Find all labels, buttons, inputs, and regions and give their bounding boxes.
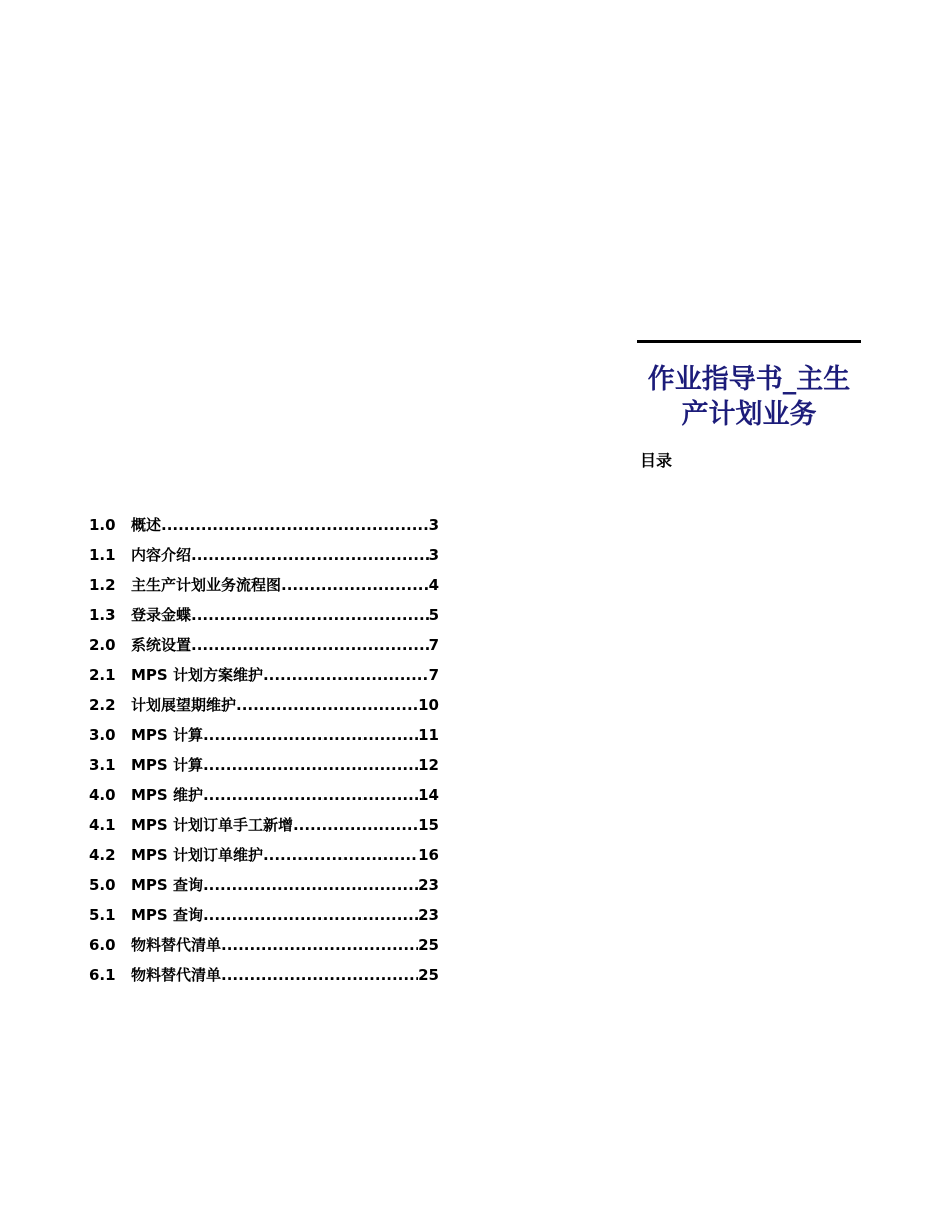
- toc-leader-dots: [221, 933, 418, 957]
- toc-entry-number: 1.1: [89, 546, 116, 564]
- toc-entry-number: 5.0: [89, 876, 116, 894]
- toc-leader-dots: [191, 603, 429, 627]
- toc-entry-page: 4: [428, 576, 439, 594]
- toc-entry-title: MPS 查询: [131, 876, 203, 894]
- toc-entry-page: 3: [428, 546, 439, 564]
- toc-entry-number: 2.1: [89, 666, 116, 684]
- toc-entry-title: MPS 计划订单维护: [131, 846, 263, 864]
- toc-entry[interactable]: [89, 783, 439, 813]
- toc-entry-title: MPS 计算: [131, 756, 203, 774]
- toc-entry-number: 5.1: [89, 906, 116, 924]
- toc-entry-page: 23: [418, 876, 439, 894]
- toc-leader-dots: [191, 543, 429, 567]
- toc-entry-page: 3: [428, 516, 439, 534]
- toc-heading: 目录: [640, 451, 673, 470]
- toc-entry-title: MPS 计划方案维护: [131, 666, 263, 684]
- toc-leader-dots: [281, 573, 429, 597]
- toc-entry[interactable]: [89, 663, 439, 693]
- toc-entry[interactable]: [89, 843, 439, 873]
- toc-entry-title: 概述: [131, 516, 162, 534]
- toc-entry-number: 2.2: [89, 696, 116, 714]
- toc-entry-number: 4.1: [89, 816, 116, 834]
- toc-entry-number: 2.0: [89, 636, 116, 654]
- toc-entry[interactable]: [89, 933, 439, 963]
- toc-entry[interactable]: [89, 963, 439, 993]
- toc-leader-dots: [293, 813, 418, 837]
- toc-leader-dots: [191, 633, 429, 657]
- toc-entry-page: 15: [418, 816, 439, 834]
- document-title: 作业指导书_主生产计划业务: [647, 364, 851, 430]
- toc-entry-title: 物料替代清单: [131, 966, 222, 984]
- toc-entry-page: 16: [418, 846, 439, 864]
- toc-entry[interactable]: [89, 633, 439, 663]
- toc-entry-number: 6.0: [89, 936, 116, 954]
- toc-leader-dots: [263, 663, 429, 687]
- toc-entry-page: 7: [428, 666, 439, 684]
- toc-leader-dots: [203, 783, 418, 807]
- toc-leader-dots: [203, 723, 418, 747]
- toc-entry-page: 11: [418, 726, 439, 744]
- toc-entry-number: 1.0: [89, 516, 116, 534]
- toc-entry-title: 登录金蝶: [131, 606, 192, 624]
- toc-entry-page: 7: [428, 636, 439, 654]
- toc-entry-number: 1.3: [89, 606, 116, 624]
- toc-entry[interactable]: [89, 903, 439, 933]
- toc-entry-page: 5: [428, 606, 439, 624]
- toc-entry[interactable]: [89, 603, 439, 633]
- toc-entry-title: 计划展望期维护: [131, 696, 237, 714]
- toc-entry-number: 3.0: [89, 726, 116, 744]
- toc-entry-page: 25: [418, 936, 439, 954]
- title-rule: [637, 340, 861, 343]
- toc-entry-number: 4.2: [89, 846, 116, 864]
- table-of-contents: [89, 513, 439, 993]
- toc-leader-dots: [236, 693, 418, 717]
- toc-entry[interactable]: [89, 513, 439, 543]
- toc-leader-dots: [203, 873, 418, 897]
- toc-entry-title: 物料替代清单: [131, 936, 222, 954]
- toc-entry-page: 14: [418, 786, 439, 804]
- toc-entry[interactable]: [89, 693, 439, 723]
- toc-entry-title: 系统设置: [131, 636, 192, 654]
- toc-entry-title: MPS 计划订单手工新增: [131, 816, 293, 834]
- toc-entry-title: 内容介绍: [131, 546, 192, 564]
- toc-entry-page: 23: [418, 906, 439, 924]
- toc-entry-number: 1.2: [89, 576, 116, 594]
- toc-entry[interactable]: [89, 723, 439, 753]
- toc-entry-number: 6.1: [89, 966, 116, 984]
- toc-entry-title: MPS 计算: [131, 726, 203, 744]
- toc-entry-number: 3.1: [89, 756, 116, 774]
- toc-leader-dots: [203, 903, 418, 927]
- toc-leader-dots: [203, 753, 418, 777]
- toc-entry-page: 25: [418, 966, 439, 984]
- toc-leader-dots: [221, 963, 418, 987]
- toc-entry[interactable]: [89, 753, 439, 783]
- toc-entry-number: 4.0: [89, 786, 116, 804]
- toc-entry-page: 12: [418, 756, 439, 774]
- toc-leader-dots: [161, 513, 429, 537]
- toc-entry-page: 10: [418, 696, 439, 714]
- toc-entry[interactable]: [89, 873, 439, 903]
- toc-entry[interactable]: [89, 543, 439, 573]
- toc-entry[interactable]: [89, 573, 439, 603]
- toc-entry-title: MPS 维护: [131, 786, 203, 804]
- toc-entry-title: MPS 查询: [131, 906, 203, 924]
- toc-entry[interactable]: [89, 813, 439, 843]
- toc-leader-dots: [263, 843, 418, 867]
- toc-entry-title: 主生产计划业务流程图: [131, 576, 282, 594]
